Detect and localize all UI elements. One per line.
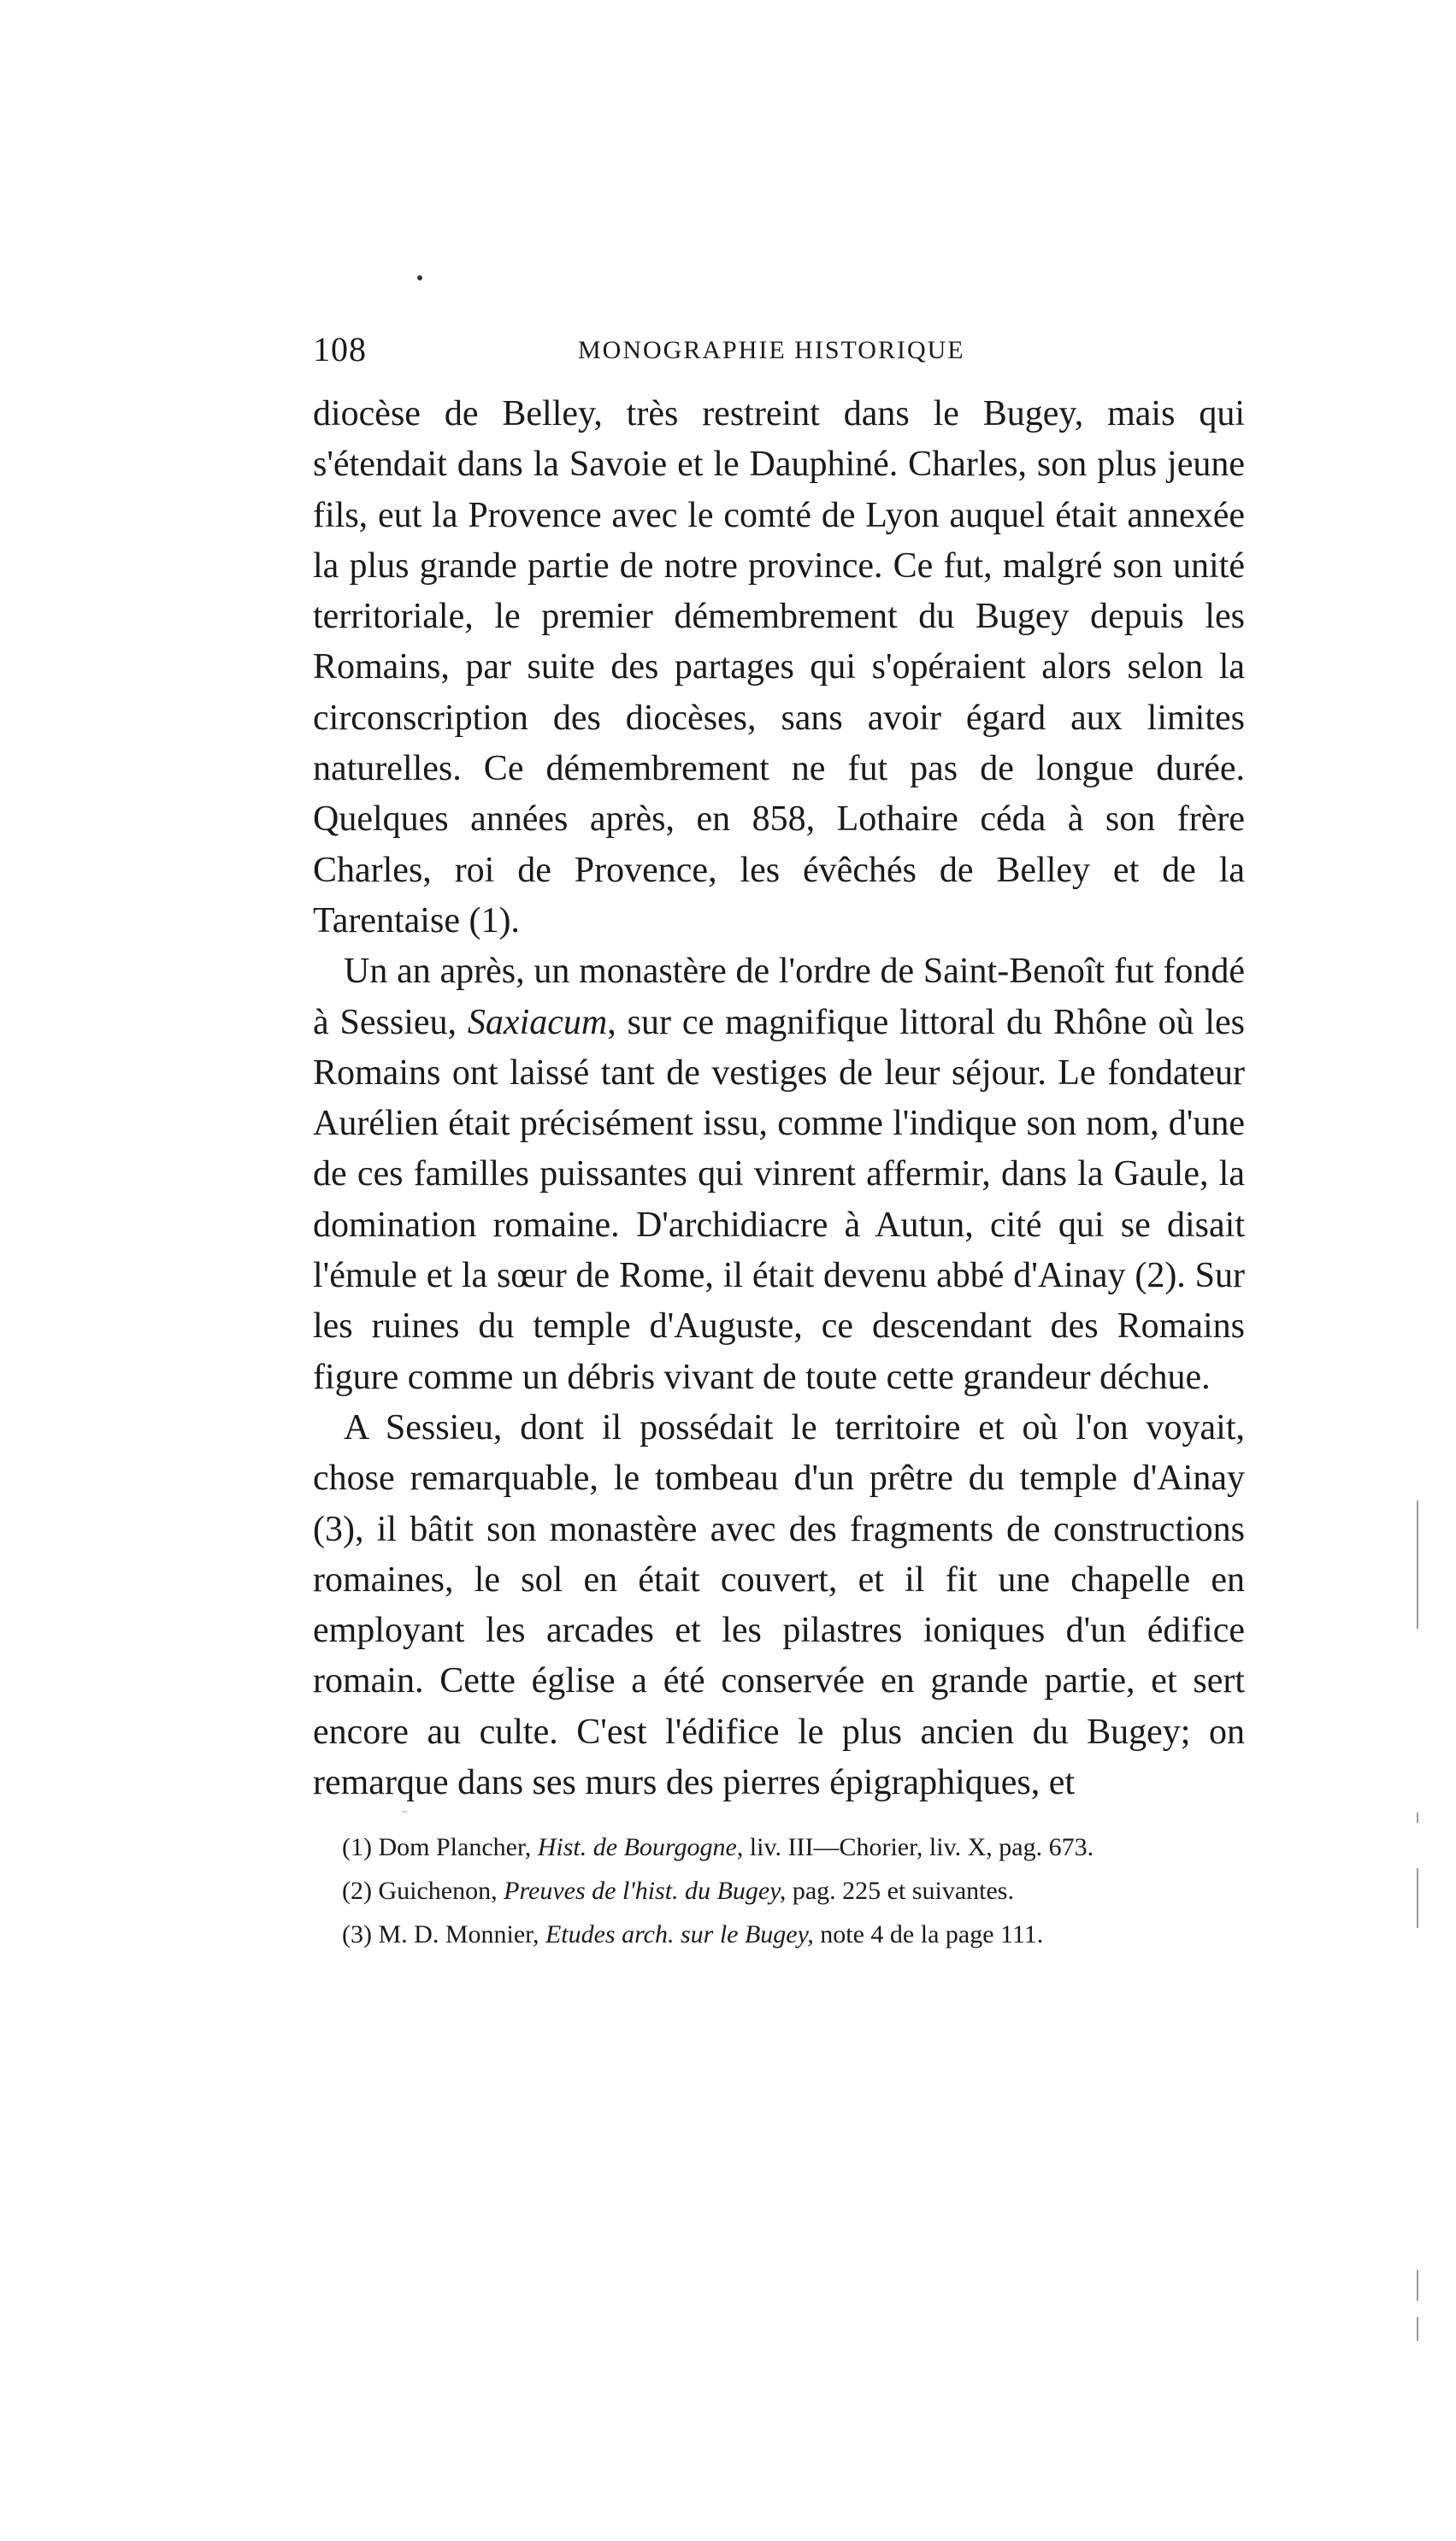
footnote-author: Dom Plancher, [378, 1833, 532, 1861]
paragraph-2-start: Un an après, un monastère de l'ordre de Saint-Benoît fut fondé à Sessieu, [313, 952, 1245, 1042]
footnote-marker: (3) [342, 1920, 372, 1948]
footnote-1 [342, 1825, 1214, 1869]
footnote-reference: liv. III—Chorier, liv. X, pag. 673. [749, 1833, 1094, 1861]
footnote-title: Hist. de Bourgogne, [537, 1833, 744, 1861]
footnote-reference: pag. 225 et suivantes. [792, 1877, 1014, 1905]
footnote-marker: (1) [342, 1833, 372, 1861]
paragraph-3: A Sessieu, dont il possédait le territoire et où l'on voyait, chose remarquable, le tombeau d'un prêtre du temple d'Ainay (3), il bâtit son monastère avec des fragments de constructions romaines, le sol en était couvert, et il fit une chapelle en employant les arcades et les pilastres ioniques d'un édifice romain. Cette église a été conservée en grande partie, et sert encore au culte. C'est l'édifice le plus ancien du Bugey; on remarque dans ses murs des pierres épigraphiques, et [313, 1407, 1245, 1803]
footnote-separator [402, 1811, 407, 1813]
footnote-marker: (2) [342, 1877, 372, 1905]
body-text [313, 389, 1245, 1808]
page-number: 108 [313, 330, 367, 368]
footnote-3 [342, 1913, 1214, 1956]
footnote-2 [342, 1869, 1214, 1913]
footnote-author: M. D. Monnier, [378, 1920, 539, 1948]
footnote-reference: note 4 de la page 111. [820, 1920, 1044, 1948]
running-head: MONOGRAPHIE HISTORIQUE [578, 336, 965, 364]
margin-mark [1417, 1813, 1418, 1823]
italic-term-saxiacum: Saxiacum [467, 1002, 608, 1042]
margin-mark [1417, 1500, 1418, 1629]
margin-mark [1417, 2317, 1418, 2341]
ink-speck [417, 275, 422, 280]
footnote-author: Guichenon, [378, 1877, 498, 1905]
footnote-title: Etudes arch. sur le Bugey, [545, 1920, 814, 1948]
page-header [313, 329, 1245, 380]
paragraph-1: diocèse de Belley, très restreint dans le Bugey, mais qui s'étendait dans la Savoie et le Dauphiné. Charles, son plus jeune fils, eut la Provence avec le comté de Lyon auquel était annexée la plus grande partie de notre province. Ce fut, malgré son unité territoriale, le premier démembrement du Bugey depuis les Romains, par suite des partages qui s'opéraient alors selon la circonscription des diocèses, sans avoir égard aux limites naturelles. Ce démembrement ne fut pas de longue durée. Quelques années après, en 858, Lothaire céda à son frère Charles, roi de Provence, les évêchés de Belley et de la Tarentaise (1). [313, 394, 1245, 940]
margin-mark [1417, 1868, 1418, 1928]
margin-mark [1417, 2270, 1418, 2301]
paragraph-2 [313, 946, 1245, 1403]
paragraph-2-end: , sur ce magnifique littoral du Rhône où les Romains ont laissé tant de vestiges de leur séjour. Le fondateur Aurélien était précisément issu, comme l'indique son nom, d'une de ces familles puissantes qui vinrent affermir, dans la Gaule, la domination romaine. D'archidiacre à Autun, cité qui se disait l'émule et la sœur de Rome, il était devenu abbé d'Ainay (2). Sur les ruines du temple d'Auguste, ce descendant des Romains figure comme un débris vivant de toute cette grandeur déchue. [313, 1002, 1245, 1397]
footnote-title: Preuves de l'hist. du Bugey, [504, 1877, 787, 1905]
footnotes [342, 1825, 1214, 1956]
